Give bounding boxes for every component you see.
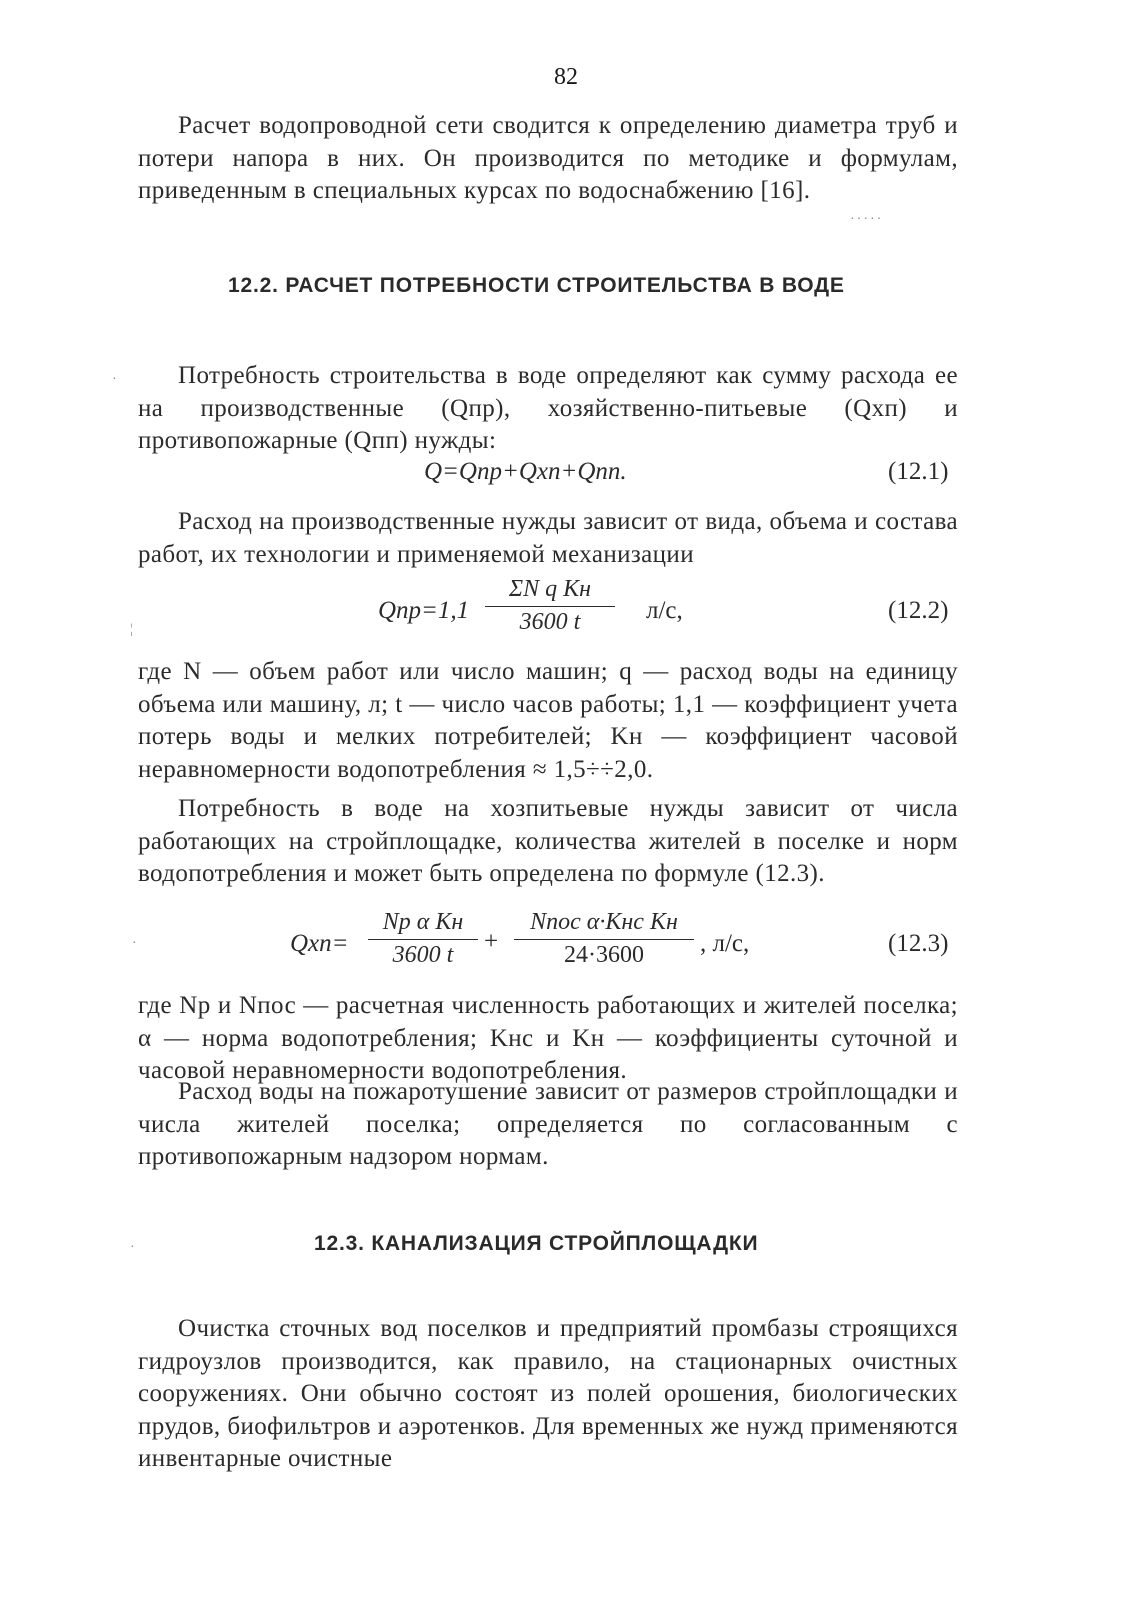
- section-heading-water-demand: 12.2. РАСЧЕТ ПОТРЕБНОСТИ СТРОИТЕЛЬСТВА В ВОДЕ: [228, 274, 845, 297]
- paragraph-variables-12-3: где Nр и Nпос — расчетная численность работающих и жителей поселка; α — норма водопотребления; Kнс и Kн — коэффициенты суточной и часовой неравномерности водопотребления.: [138, 992, 958, 1084]
- paragraph-fire-fighting: Расход воды на пожаротушение зависит от размеров стройплощадки и числа жителей поселка; определяется по согласованным с противопожарным надзором нормам.: [138, 1078, 958, 1170]
- formula-12-3-unit: , л/с,: [700, 930, 750, 957]
- paragraph-production-needs: Расход на производственные нужды зависит от вида, объема и состава работ, их технологии и применяемой механизации: [138, 508, 958, 568]
- section-heading-sewerage: 12.3. КАНАЛИЗАЦИЯ СТРОЙПЛОЩАДКИ: [314, 1232, 759, 1255]
- formula-12-3-numerator-2: Nпос α·Kнс Kн: [530, 909, 678, 935]
- equation-number-12-2: (12.2): [888, 597, 949, 624]
- equation-number-12-1: (12.1): [888, 458, 949, 485]
- formula-12-3-plus: +: [484, 928, 499, 955]
- formula-12-2-denominator: 3600 t: [519, 609, 581, 635]
- equation-number-12-3: (12.3): [888, 930, 949, 957]
- scan-speck: ¦: [130, 622, 133, 637]
- scan-speck: ·: [132, 936, 137, 951]
- paragraph-household-needs: Потребность в воде на хозпитьевые нужды зависит от числа работающих на стройплощадке, количества жителей в поселке и норм водопотребления и может быть определена по формуле (12.3).: [138, 795, 958, 887]
- scan-speck: ·: [130, 1240, 135, 1255]
- formula-12-2-unit: л/с,: [646, 597, 683, 624]
- page-number: 82: [554, 64, 578, 90]
- paragraph-demand-intro: Потребность строительства в воде определяют как сумму расхода ее на производственные (Qпр), хозяйственно-питьевые (Qхп) и противопожарные (Qпп) нужды:: [138, 362, 958, 454]
- formula-12-3-fraction-1: [368, 909, 478, 969]
- paragraph-water-network: Расчет водопроводной сети сводится к определению диаметра труб и потери напора в них. Он производится по методике и формулам, приведенным в специальных курсах по водоснабжению [16].: [138, 112, 958, 204]
- formula-12-2-lhs: Qпр=1,1: [378, 597, 470, 624]
- formula-12-1: Q=Qпр+Qхп+Qпп.: [424, 458, 627, 485]
- scan-speck: ·: [112, 372, 117, 387]
- formula-12-2-numerator: ΣN q Kн: [508, 576, 592, 602]
- formula-12-3-denominator-1: 3600 t: [392, 942, 454, 968]
- paragraph-variables-12-2: где N — объем работ или число машин; q — расход воды на единицу объема или машину, л; t — число часов работы; 1,1 — коэффициент учета потерь воды и мелких потребителей; Kн — коэффициент часовой неравномерности водопотребления ≈ 1,5÷÷2,0.: [138, 658, 958, 783]
- formula-12-3-fraction-2: [514, 909, 694, 969]
- formula-12-3-numerator-1: Nр α Kн: [382, 909, 464, 935]
- paragraph-sewage-treatment: Очистка сточных вод поселков и предприятий промбазы строящихся гидроузлов производится, как правило, на стационарных очистных сооружениях. Они обычно состоят из полей орошения, биологических прудов, биофильтров и аэротенков. Для временных же нужд применяются инвентарные очистные: [138, 1315, 958, 1472]
- formula-12-3-lhs: Qхп=: [290, 930, 349, 957]
- formula-12-3-denominator-2: 24·3600: [564, 942, 644, 968]
- scan-speck: ·····: [850, 212, 884, 227]
- formula-12-2-fraction: [485, 576, 615, 636]
